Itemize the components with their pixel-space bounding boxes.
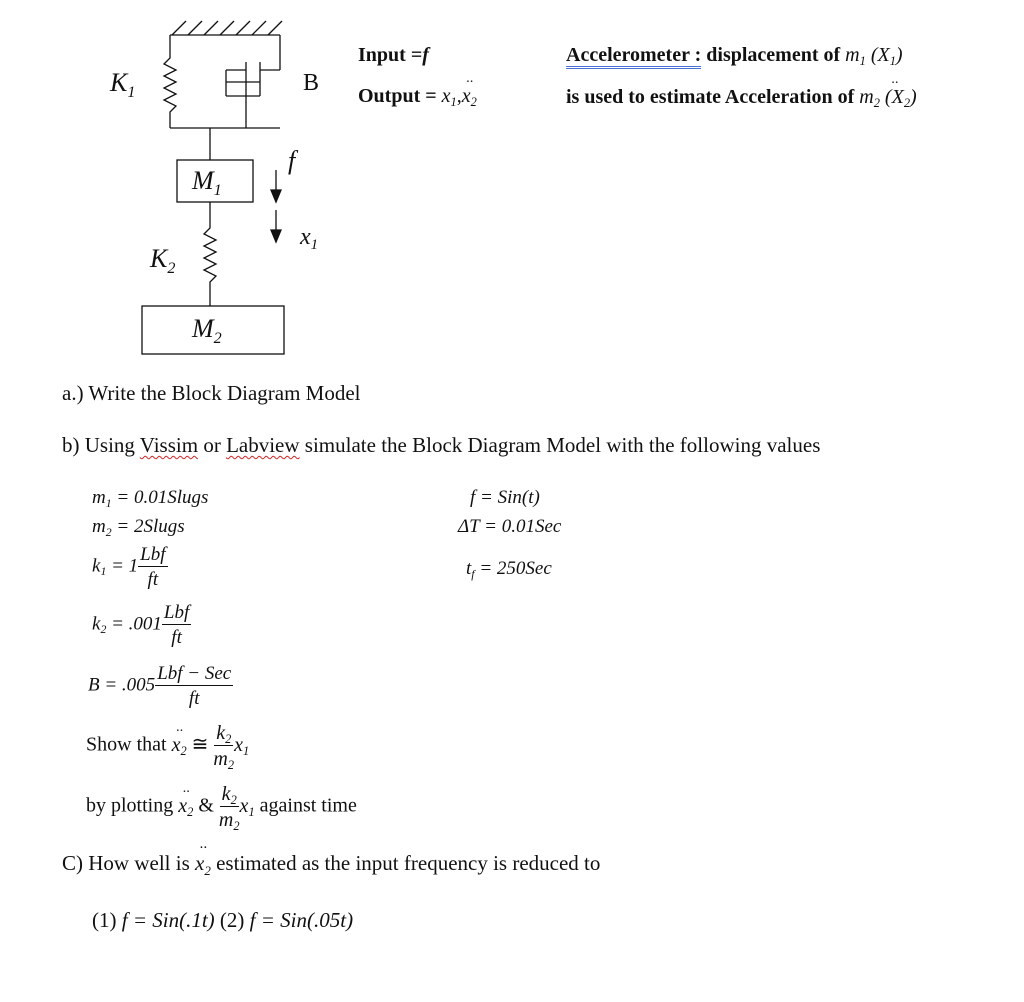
input-line: Input =f	[358, 44, 429, 66]
m1-label: $M_1$	[192, 166, 222, 199]
f-value: f = Sin(t)	[470, 487, 540, 508]
damper-label: B	[303, 70, 320, 96]
frequency-options: (1) f = Sin(.1t) (2) f = Sin(.05t)	[92, 908, 354, 932]
dt-value: ΔT = 0.01Sec	[458, 516, 562, 537]
question-a: a.) Write the Block Diagram Model	[62, 381, 361, 405]
k2-label: $K_2$	[150, 244, 176, 277]
accelerometer-heading: Accelerometer :	[566, 44, 701, 69]
k1-label: $K_1$	[110, 68, 136, 101]
force-label: f	[288, 146, 296, 175]
spring-mass-damper-diagram	[100, 10, 360, 360]
show-that-line: Show that ·· $x_2$ ≅ $\frac{k_2}{m_2}$ $x_1$	[86, 723, 249, 769]
accelerometer-line: Accelerometer : displacement of $m_1$ $(X_1)$	[566, 44, 903, 69]
question-c: C) How well is ·· $x_2$ estimated as the input frequency is reduced to	[62, 851, 600, 876]
b-value: B = .005 $\frac{\text{Lbf − Sec}}{ft}$	[88, 663, 232, 709]
plotting-line: by plotting ·· $x_2$ & $\frac{k_2}{m_2}$ $x_1$ against time	[86, 784, 357, 830]
spring-k2	[204, 202, 216, 306]
ground-hatch	[170, 21, 282, 35]
displacement-arrow	[271, 210, 281, 242]
m1-value: $m_1$ = 0.01Slugs	[92, 487, 209, 511]
damper-b	[226, 35, 280, 128]
k1-value: $k_1 = 1$ $\frac{\text{Lbf}}{ft}$	[92, 544, 166, 590]
m2-label: $M_2$	[192, 314, 222, 347]
vissim-word: Vissim	[139, 433, 199, 457]
tf-value: $t_f = 250Sec$	[466, 558, 552, 582]
labview-word: Labview	[226, 433, 300, 457]
k2-value: $k_2 = .001$ $\frac{\text{Lbf}}{ft}$	[92, 602, 190, 648]
output-line: Output = $x_1,\cdot\cdot x_2$	[358, 85, 477, 108]
m2-value: $m_2$ = 2Slugs	[92, 516, 185, 540]
spring-k1	[164, 35, 176, 128]
estimate-line: is used to estimate Acceleration of $m_2 \cdot\cdot (X_2)$	[566, 86, 917, 109]
x1-label: $x_1$	[300, 224, 319, 254]
question-b: b) Using Vissim or Labview simulate the Block Diagram Model with the following values	[62, 433, 821, 457]
force-arrow	[271, 170, 281, 202]
